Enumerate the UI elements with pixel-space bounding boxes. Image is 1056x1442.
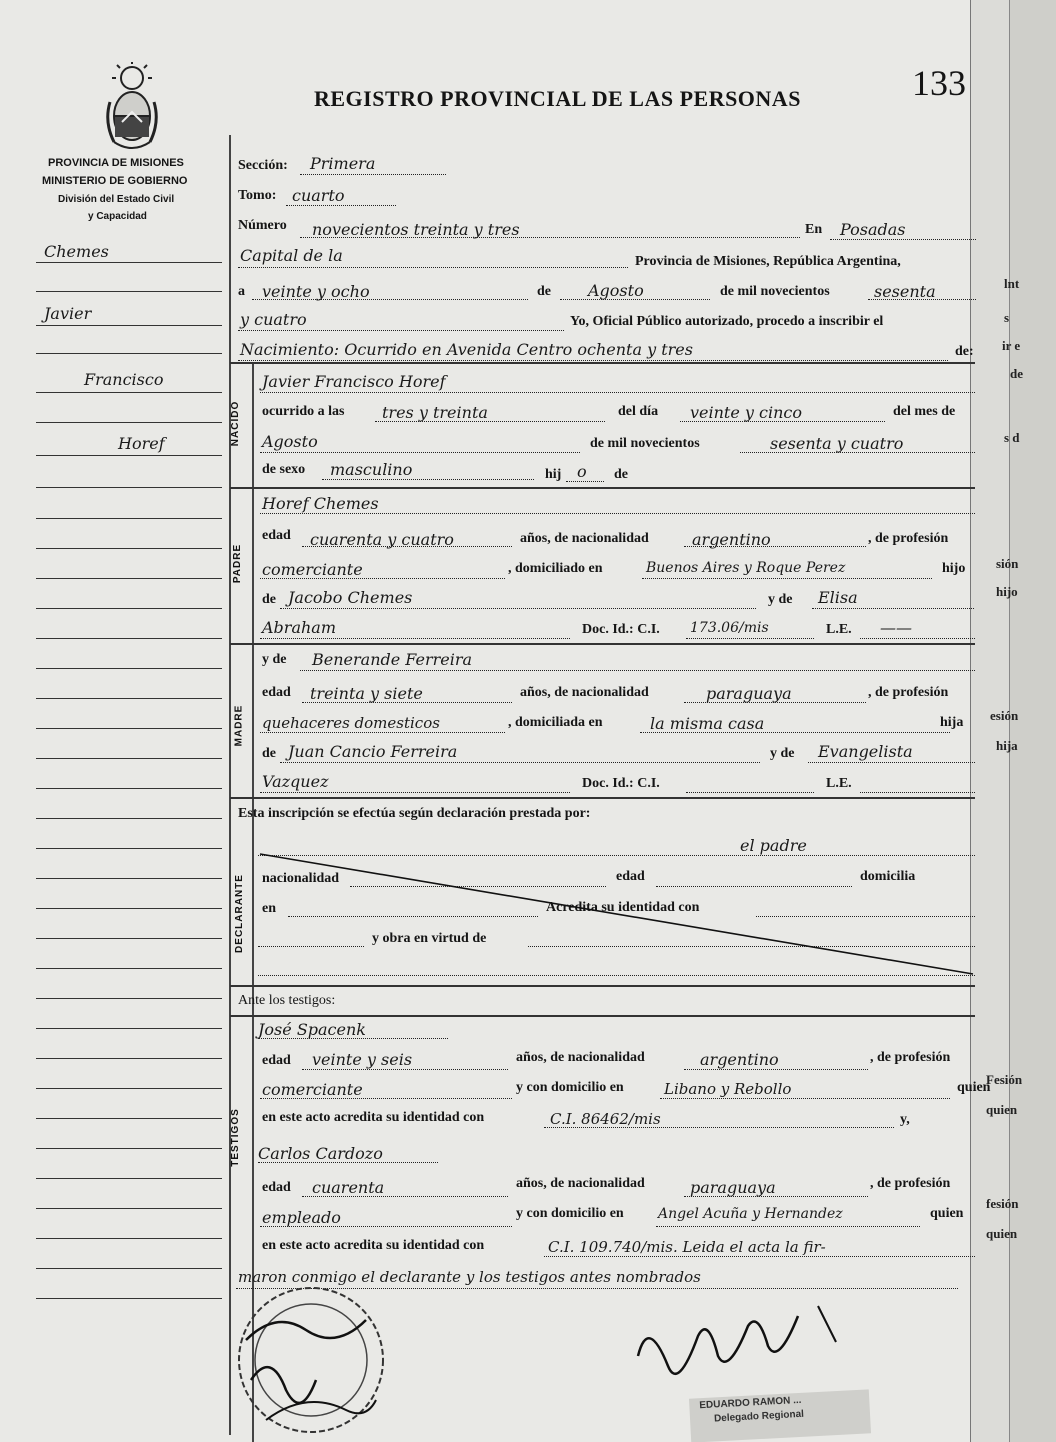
value-abuela-m1: Evangelista bbox=[818, 742, 913, 761]
stamp-title: Delegado Regional bbox=[713, 1408, 805, 1425]
label-declarante: DECLARANTE bbox=[233, 874, 245, 953]
value-anio-nac: sesenta y cuatro bbox=[770, 434, 904, 453]
label-y-de-2: y de bbox=[262, 652, 287, 667]
field-line bbox=[238, 360, 948, 361]
label-domiciliado: , domiciliado en bbox=[508, 561, 603, 576]
value-padre-nombre: Horef Chemes bbox=[262, 494, 379, 513]
value-mes-nac: Agosto bbox=[262, 432, 318, 451]
margin-line bbox=[36, 728, 222, 729]
label-en-decl: en bbox=[262, 901, 276, 916]
label-en-este-acto: en este acto acredita su identidad con bbox=[262, 1110, 485, 1125]
label-de-mil: de mil novecientos bbox=[720, 284, 830, 299]
label-esta-inscripcion: Esta inscripción se efectúa según declaración prestada por: bbox=[238, 806, 591, 821]
field-line bbox=[258, 1038, 448, 1039]
label-madre-edad: edad bbox=[262, 685, 291, 700]
margin-line bbox=[36, 1268, 222, 1269]
field-line bbox=[808, 762, 975, 763]
margin-name-first: Javier bbox=[44, 304, 92, 323]
margin-line bbox=[36, 1148, 222, 1149]
label-madre-nac: años, de nacionalidad bbox=[520, 685, 649, 700]
value-abuelo-m: Juan Cancio Ferreira bbox=[288, 742, 458, 761]
value-sexo: masculino bbox=[330, 460, 413, 479]
label-de: de bbox=[537, 284, 551, 299]
label-padre: PADRE bbox=[232, 543, 244, 584]
value-t2-dom: Angel Acuña y Hernandez bbox=[658, 1206, 843, 1222]
label-del-mes: del mes de bbox=[893, 404, 956, 419]
label-y-de: y de bbox=[768, 592, 793, 607]
field-line bbox=[544, 1256, 975, 1257]
page-number: 133 bbox=[912, 63, 966, 103]
value-t1-dom: Libano y Rebollo bbox=[664, 1080, 792, 1098]
edge-text: Fesión bbox=[986, 1072, 1023, 1087]
field-line bbox=[860, 638, 975, 639]
label-t2-prof: , de profesión bbox=[870, 1176, 951, 1191]
margin-line bbox=[36, 548, 222, 549]
label-en: En bbox=[805, 222, 823, 237]
label-domiciliada: , domiciliada en bbox=[508, 715, 603, 730]
label-hij: hij bbox=[545, 467, 562, 482]
label-le: L.E. bbox=[826, 622, 852, 637]
label-madre-prof: , de profesión bbox=[868, 685, 949, 700]
value-abuela-m2: Vazquez bbox=[262, 772, 329, 791]
margin-line bbox=[36, 908, 222, 909]
label-de-3: de bbox=[262, 592, 276, 607]
value-madre-nombre: Benerande Ferreira bbox=[312, 650, 473, 669]
value-t2-nombre: Carlos Cardozo bbox=[258, 1144, 383, 1163]
label-t2-edad: edad bbox=[262, 1180, 291, 1195]
margin-line bbox=[36, 578, 222, 579]
edge-text: sión bbox=[996, 556, 1019, 571]
label-y-comma: y, bbox=[900, 1112, 910, 1127]
field-line bbox=[300, 174, 446, 175]
value-anio: sesenta bbox=[874, 282, 936, 301]
edge-text: s bbox=[1004, 310, 1010, 325]
margin-line bbox=[36, 1088, 222, 1089]
margin-line bbox=[36, 262, 222, 263]
margin-line bbox=[36, 668, 222, 669]
value-padre-prof: comerciante bbox=[262, 560, 363, 579]
org-ministry: MINISTERIO DE GOBIERNO bbox=[42, 175, 188, 187]
field-line bbox=[322, 479, 534, 480]
edge-text: quien bbox=[986, 1226, 1018, 1241]
org-division: División del Estado Civil bbox=[58, 194, 175, 205]
edge-text: hija bbox=[996, 738, 1018, 753]
margin-line bbox=[36, 818, 222, 819]
value-mes: Agosto bbox=[588, 281, 644, 300]
margin-line bbox=[36, 1208, 222, 1209]
value-madre-dom: la misma casa bbox=[650, 714, 765, 733]
label-nacionalidad: nacionalidad bbox=[262, 871, 340, 886]
label-t1-dom: y con domicilio en bbox=[516, 1080, 624, 1095]
field-line bbox=[260, 638, 570, 639]
value-numero: novecientos treinta y tres bbox=[312, 220, 520, 239]
field-line bbox=[258, 1162, 438, 1163]
edge-text: quien bbox=[986, 1102, 1018, 1117]
value-padre-le: —— bbox=[880, 618, 912, 637]
margin-line bbox=[36, 698, 222, 699]
label-quien-2: quien bbox=[930, 1206, 964, 1221]
field-line bbox=[260, 732, 505, 733]
value-t2-nac: paraguaya bbox=[690, 1178, 776, 1197]
value-anio-2: y cuatro bbox=[240, 310, 307, 329]
field-line bbox=[286, 205, 396, 206]
field-line bbox=[566, 481, 604, 482]
margin-line bbox=[36, 392, 222, 393]
label-nacido: NACIDO bbox=[230, 400, 242, 447]
margin-line bbox=[36, 788, 222, 789]
value-madre-prof: quehaceres domesticos bbox=[262, 714, 440, 732]
field-line bbox=[260, 392, 975, 393]
margin-line bbox=[36, 291, 222, 292]
label-padre-prof: , de profesión bbox=[868, 531, 949, 546]
margin-line bbox=[36, 455, 222, 456]
value-abuelo-p: Jacobo Chemes bbox=[288, 588, 413, 607]
field-line bbox=[686, 638, 814, 639]
label-de-mil-2: de mil novecientos bbox=[590, 436, 700, 451]
value-abuela-p2: Abraham bbox=[262, 618, 336, 637]
label-yo-oficial: Yo, Oficial Público autorizado, procedo a inscribir el bbox=[570, 314, 884, 329]
label-t2-dom: y con domicilio en bbox=[516, 1206, 624, 1221]
rule bbox=[230, 487, 975, 489]
rule bbox=[230, 362, 975, 364]
label-quien: quien bbox=[957, 1080, 991, 1095]
label-doc-id-2: Doc. Id.: C.I. bbox=[582, 776, 660, 791]
label-padre-nac: años, de nacionalidad bbox=[520, 531, 649, 546]
margin-line bbox=[36, 353, 222, 354]
field-line bbox=[260, 513, 975, 514]
margin-line bbox=[36, 638, 222, 639]
label-y-obra: y obra en virtud de bbox=[372, 931, 487, 946]
label-de-colon: de: bbox=[955, 344, 974, 359]
field-line bbox=[860, 792, 975, 793]
value-t2-prof: empleado bbox=[262, 1208, 341, 1227]
label-hija: hija bbox=[940, 715, 964, 730]
edge-text: de bbox=[1010, 366, 1023, 381]
field-line bbox=[238, 267, 628, 268]
value-inscribir: Nacimiento: Ocurrido en Avenida Centro ochenta y tres bbox=[240, 340, 693, 359]
value-hora: tres y treinta bbox=[382, 403, 488, 422]
official-seal-stamp bbox=[226, 1270, 396, 1442]
label-a: a bbox=[238, 284, 245, 299]
margin-line bbox=[36, 938, 222, 939]
margin-line bbox=[36, 422, 222, 423]
field-line bbox=[812, 608, 974, 609]
label-seccion: Sección: bbox=[238, 158, 288, 173]
label-tomo: Tomo: bbox=[238, 188, 277, 203]
margin-line bbox=[36, 1118, 222, 1119]
value-declarante: el padre bbox=[740, 836, 807, 855]
label-t1-nac: años, de nacionalidad bbox=[516, 1050, 645, 1065]
label-ocurrido: ocurrido a las bbox=[262, 404, 345, 419]
margin-line bbox=[36, 1178, 222, 1179]
value-capital: Capital de la bbox=[240, 246, 343, 265]
label-de-4: de bbox=[262, 746, 276, 761]
rule bbox=[230, 985, 975, 987]
field-line bbox=[686, 792, 814, 793]
value-padre-edad: cuarenta y cuatro bbox=[310, 530, 454, 549]
margin-line bbox=[36, 1238, 222, 1239]
margin-line bbox=[36, 968, 222, 969]
field-line bbox=[656, 1226, 920, 1227]
value-hij: o bbox=[577, 462, 587, 481]
margin-line bbox=[36, 878, 222, 879]
value-padre-nac: argentino bbox=[692, 530, 771, 549]
value-madre-edad: treinta y siete bbox=[310, 684, 423, 703]
margin-line bbox=[36, 998, 222, 999]
registrar-stamp bbox=[689, 1389, 871, 1442]
value-t1-edad: veinte y seis bbox=[312, 1050, 413, 1069]
value-tomo: cuarto bbox=[292, 186, 345, 205]
margin-name-last: Horef bbox=[118, 434, 165, 453]
value-en: Posadas bbox=[840, 220, 906, 239]
value-padre-dom: Buenos Aires y Roque Perez bbox=[646, 560, 846, 576]
margin-name-surname: Chemes bbox=[44, 242, 109, 261]
label-madre: MADRE bbox=[233, 704, 245, 747]
label-acredita: Acredita su identidad con bbox=[546, 900, 700, 915]
margin-line bbox=[36, 608, 222, 609]
field-line bbox=[260, 578, 505, 579]
label-de-2: de bbox=[614, 467, 628, 482]
field-line bbox=[684, 1069, 868, 1070]
value-dia-nac: veinte y cinco bbox=[690, 403, 803, 422]
value-t2-ci: C.I. 109.740/mis. Leida el acta la fir- bbox=[548, 1238, 826, 1256]
field-line bbox=[302, 1069, 508, 1070]
margin-line bbox=[36, 487, 222, 488]
field-line bbox=[830, 239, 976, 240]
field-line bbox=[260, 1226, 512, 1227]
margin-name-middle: Francisco bbox=[84, 370, 164, 389]
field-line bbox=[260, 1098, 512, 1099]
label-provincia: Provincia de Misiones, República Argentina, bbox=[635, 254, 901, 269]
edge-text: lnt bbox=[1004, 276, 1020, 291]
edge-text: hijo bbox=[996, 584, 1018, 599]
label-doc-id: Doc. Id.: C.I. bbox=[582, 622, 660, 637]
value-t1-nac: argentino bbox=[700, 1050, 779, 1069]
label-sexo: de sexo bbox=[262, 462, 306, 477]
label-y-de-3: y de bbox=[770, 746, 795, 761]
label-domicilia: domicilia bbox=[860, 869, 916, 884]
margin-line bbox=[36, 325, 222, 326]
label-t1-edad: edad bbox=[262, 1053, 291, 1068]
value-abuela-p1: Elisa bbox=[818, 588, 858, 607]
rule bbox=[230, 1015, 975, 1017]
edge-text: esión bbox=[990, 708, 1019, 723]
value-padre-ci: 173.06/mis bbox=[690, 620, 769, 636]
org-province: PROVINCIA DE MISIONES bbox=[48, 157, 184, 169]
value-cierre: maron conmigo el declarante y los testigos antes nombrados bbox=[238, 1268, 701, 1286]
field-line bbox=[280, 608, 756, 609]
org-capacidad: y Capacidad bbox=[88, 211, 147, 222]
strikeout-line bbox=[258, 850, 978, 980]
edge-text: s d bbox=[1004, 430, 1020, 445]
rule bbox=[230, 797, 975, 799]
value-madre-nac: paraguaya bbox=[706, 684, 792, 703]
edge-text: fesión bbox=[986, 1196, 1019, 1211]
edge-text: ir e bbox=[1002, 338, 1021, 353]
stamp-name: EDUARDO RAMON ... bbox=[699, 1394, 802, 1412]
value-nombre: Javier Francisco Horef bbox=[262, 372, 446, 391]
value-t1-prof: comerciante bbox=[262, 1080, 363, 1099]
value-t1-nombre: José Spacenk bbox=[258, 1020, 366, 1039]
field-line bbox=[260, 452, 580, 453]
label-le-2: L.E. bbox=[826, 776, 852, 791]
field-line bbox=[660, 1098, 950, 1099]
margin-line bbox=[36, 518, 222, 519]
label-edad-decl: edad bbox=[616, 869, 645, 884]
margin-line bbox=[36, 848, 222, 849]
coat-of-arms-icon bbox=[102, 62, 162, 154]
label-numero: Número bbox=[238, 218, 287, 233]
margin-line bbox=[36, 1298, 222, 1299]
field-line bbox=[280, 762, 760, 763]
label-padre-edad: edad bbox=[262, 528, 291, 543]
value-t2-edad: cuarenta bbox=[312, 1178, 385, 1197]
label-hijo: hijo bbox=[942, 561, 966, 576]
value-seccion: Primera bbox=[310, 154, 376, 173]
label-t1-prof: , de profesión bbox=[870, 1050, 951, 1065]
label-t2-nac: años, de nacionalidad bbox=[516, 1176, 645, 1191]
value-t1-ci: C.I. 86462/mis bbox=[550, 1110, 661, 1128]
field-line bbox=[260, 792, 570, 793]
label-en-este-acto-2: en este acto acredita su identidad con bbox=[262, 1238, 485, 1253]
label-testigos: TESTIGOS bbox=[229, 1108, 241, 1167]
margin-line bbox=[36, 1028, 222, 1029]
field-line bbox=[238, 330, 564, 331]
label-del-dia: del día bbox=[618, 404, 659, 419]
margin-line bbox=[36, 1058, 222, 1059]
label-ante-testigos: Ante los testigos: bbox=[238, 993, 336, 1008]
page-title: REGISTRO PROVINCIAL DE LAS PERSONAS bbox=[314, 86, 801, 111]
margin-line bbox=[36, 758, 222, 759]
field-line bbox=[642, 578, 932, 579]
field-line bbox=[300, 670, 975, 671]
value-dia: veinte y ocho bbox=[262, 282, 370, 301]
rule bbox=[230, 643, 975, 645]
